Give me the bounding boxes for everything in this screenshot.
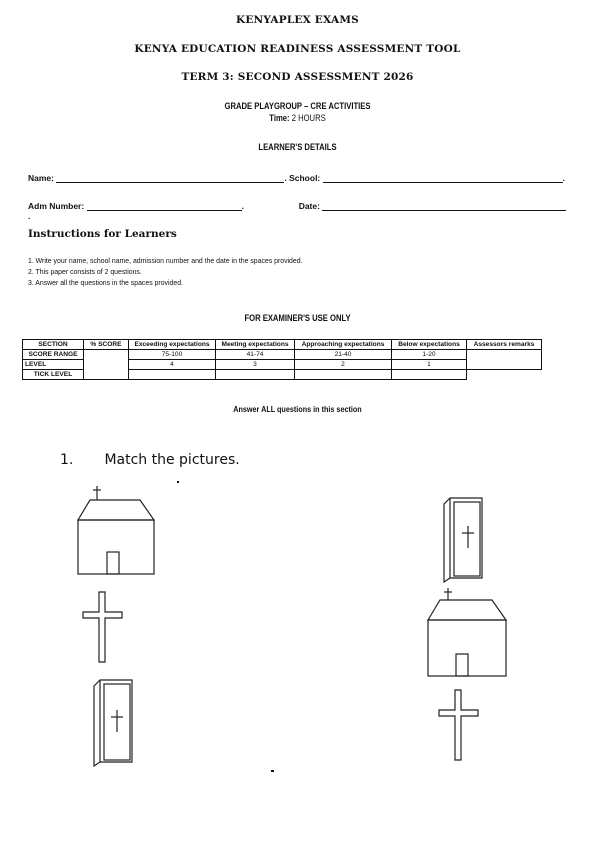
adm-date-row: Adm Number: . Date: .	[28, 201, 568, 221]
examiner-table	[22, 339, 542, 380]
date-label: Date:	[298, 201, 320, 211]
row-label: LEVEL	[23, 360, 84, 370]
table-header-cell: Below expectations	[392, 340, 467, 350]
table-cell: 1	[392, 360, 467, 370]
instructions-title: Instructions for Learners	[28, 228, 177, 240]
table-header-cell: % SCORE	[84, 340, 129, 350]
time-line	[45, 113, 551, 123]
bible-icon[interactable]	[90, 676, 136, 768]
table-header-cell: Meeting expectations	[216, 340, 295, 350]
learner-details-title: LEARNER'S DETAILS	[258, 142, 337, 152]
empty-cell	[467, 370, 542, 380]
cross-icon[interactable]	[80, 590, 126, 664]
table-cell: 75-100	[129, 350, 216, 360]
row-label: TICK LEVEL	[23, 370, 84, 380]
adm-label: Adm Number:	[28, 201, 85, 211]
tick-cell[interactable]	[216, 370, 295, 380]
grade-title: GRADE PLAYGROUP – CRE ACTIVITIES	[224, 101, 371, 111]
table-cell: 1-20	[392, 350, 467, 360]
tick-cell[interactable]	[295, 370, 392, 380]
bible-icon[interactable]	[440, 494, 486, 584]
date-field[interactable]	[322, 201, 566, 211]
table-header-row	[23, 340, 542, 350]
table-cell: 41-74	[216, 350, 295, 360]
dot-mark	[271, 770, 274, 772]
instruction-item: 1. Write your name, school name, admission number and the date in the spaces provided.	[28, 256, 303, 265]
question-1	[60, 452, 240, 468]
table-cell: 2	[295, 360, 392, 370]
church-icon[interactable]	[70, 484, 160, 576]
question-text: Match the pictures.	[104, 452, 240, 468]
row-label: SCORE RANGE	[23, 350, 84, 360]
answer-all-note: Answer ALL questions in this section	[233, 404, 362, 414]
table-header-cell: Approaching expectations	[295, 340, 392, 350]
exam-tool-title: KENYA EDUCATION READINESS ASSESSMENT TOOL	[134, 43, 461, 55]
tick-cell[interactable]	[392, 370, 467, 380]
time-label: Time:	[269, 113, 290, 123]
name-school-row: Name: . School: .	[28, 173, 566, 183]
instruction-item: 3. Answer all the questions in the spaces provided.	[28, 278, 183, 287]
examiner-title: FOR EXAMINER'S USE ONLY	[244, 313, 351, 323]
table-row	[23, 350, 542, 360]
dot-mark	[177, 481, 179, 483]
cross-icon[interactable]	[436, 688, 482, 762]
church-icon[interactable]	[420, 586, 512, 678]
time-value: 2 HOURS	[291, 113, 326, 123]
table-cell: 4	[129, 360, 216, 370]
name-label: Name:	[28, 173, 54, 183]
score-cell[interactable]	[84, 350, 129, 380]
instruction-item: 2. This paper consists of 2 questions.	[28, 267, 142, 276]
exam-org-title: KENYAPLEX EXAMS	[236, 14, 359, 26]
table-cell: 3	[216, 360, 295, 370]
instructions-list	[28, 255, 326, 288]
question-number: 1.	[60, 452, 74, 468]
exam-term-title: TERM 3: SECOND ASSESSMENT 2026	[181, 71, 414, 83]
table-cell: 21-40	[295, 350, 392, 360]
adm-field[interactable]	[87, 201, 242, 211]
school-label: School:	[289, 173, 321, 183]
table-header-cell: Exceeding expectations	[129, 340, 216, 350]
tick-cell[interactable]	[129, 370, 216, 380]
table-header-cell: SECTION	[23, 340, 84, 350]
table-header-cell: Assessors remarks	[467, 340, 542, 350]
remarks-cell[interactable]	[467, 350, 542, 370]
name-field[interactable]	[56, 173, 284, 183]
school-field[interactable]	[323, 173, 563, 183]
